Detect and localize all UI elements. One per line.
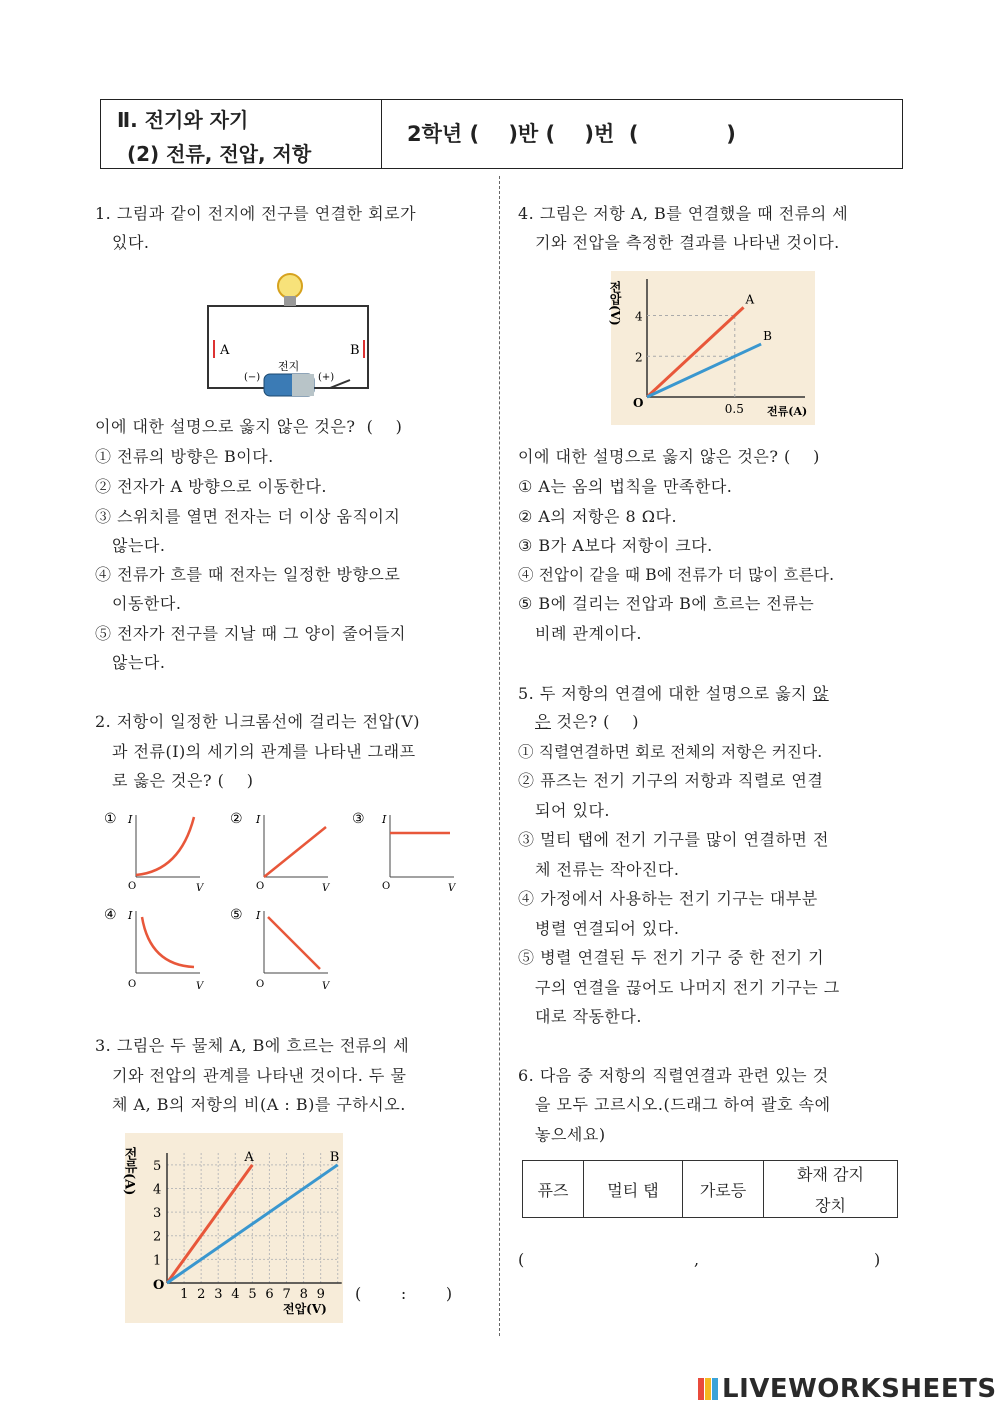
- unit-title: Ⅱ. 전기와 자기: [117, 108, 249, 132]
- svg-text:I: I: [256, 813, 261, 826]
- q2-stem: 2. 저항이 일정한 니크롬선에 걸리는 전압(V): [95, 712, 421, 731]
- q3-answer-blank[interactable]: ( : ): [355, 1284, 453, 1303]
- q4-xlabel: 전류(A): [767, 405, 808, 418]
- svg-text:O: O: [128, 881, 137, 892]
- svg-text:②: ②: [230, 811, 243, 827]
- svg-text:④: ④: [104, 907, 117, 923]
- q4-option: ① A는 옴의 법칙을 만족한다.: [518, 477, 733, 496]
- q3-stem-cont: 기와 전압의 관계를 나타낸 것이다. 두 물: [112, 1066, 407, 1085]
- q3-x-tick: 8: [299, 1287, 308, 1302]
- q3-x-tick: 5: [248, 1287, 257, 1302]
- q3-xlabel: 전압(V): [283, 1302, 327, 1316]
- q4-y-tick: 4: [635, 309, 643, 324]
- q3-stem: 3. 그림은 두 물체 A, B에 흐르는 전류의 세: [95, 1036, 410, 1055]
- q3-stem-cont: 체 A, B의 저항의 비(A : B)를 구하시오.: [112, 1095, 406, 1114]
- q6-stem: 6. 다음 중 저항의 직렬연결과 관련 있는 것: [518, 1066, 829, 1085]
- q2-graph-3[interactable]: [352, 811, 457, 894]
- q4-ylabel: 전압(V): [608, 281, 622, 326]
- svg-text:③: ③: [352, 811, 365, 827]
- choice-streetlight[interactable]: 가로등: [683, 1161, 764, 1218]
- svg-text:O: O: [128, 979, 137, 990]
- q1-option: ⑤ 전자가 전구를 지날 때 그 양이 줄어들지: [95, 624, 406, 643]
- q3-ylabel: 전류(A): [121, 1147, 137, 1196]
- q1-stem: 1. 그림과 같이 전지에 전구를 연결한 회로가: [95, 204, 417, 223]
- header-unit-box: [101, 100, 382, 168]
- svg-text:O: O: [256, 979, 265, 990]
- q1-stem-cont: 있다.: [112, 233, 150, 252]
- q1-question: 이에 대한 설명으로 옳지 않은 것은? ( ): [95, 417, 403, 436]
- q4-option: ② A의 저항은 8 Ω다.: [518, 507, 678, 526]
- q5-option-cont: 체 전류는 작아진다.: [535, 860, 680, 879]
- liveworksheets-logo-icon: [698, 1378, 718, 1400]
- q3-x-tick: 2: [197, 1287, 206, 1302]
- svg-text:V: V: [322, 981, 330, 992]
- q5-option: ⑤ 병렬 연결된 두 전기 기구 중 한 전기 기: [518, 948, 825, 967]
- q3-y-tick: 3: [153, 1206, 162, 1222]
- q4-x-tick: 0.5: [724, 402, 744, 416]
- svg-text:O: O: [382, 881, 391, 892]
- column-divider: [499, 176, 500, 1336]
- q4-option-cont: 비례 관계이다.: [535, 624, 642, 643]
- q4-option: ④ 전압이 같을 때 B에 전류가 더 많이 흐른다.: [518, 566, 835, 584]
- q5-stem: 5. 두 저항의 연결에 대한 설명으로 옳지 않: [518, 684, 829, 703]
- q3-x-tick: 6: [265, 1287, 274, 1302]
- q5-option: ③ 멀티 탭에 전기 기구를 많이 연결하면 전: [518, 830, 829, 849]
- q3-series-label: A: [244, 1149, 254, 1165]
- battery-label: 전지: [278, 360, 300, 373]
- subunit-title: (2) 전류, 전압, 저항: [127, 142, 312, 166]
- liveworksheets-logo: LIVEWORKSHEETS: [722, 1374, 997, 1404]
- q3-y-tick: 1: [153, 1253, 162, 1269]
- q4-chart: [608, 271, 815, 425]
- q1-option: ④ 전류가 흐를 때 전자는 일정한 방향으로: [95, 565, 401, 584]
- q3-y-tick: 2: [153, 1229, 162, 1245]
- q5-option-cont: 구의 연결을 끊어도 나머지 전기 기구는 그: [535, 978, 840, 997]
- q4-series-label: A: [745, 292, 755, 307]
- label-b: B: [350, 343, 360, 358]
- bulb-base: [284, 296, 296, 306]
- q3-x-tick: 7: [282, 1287, 291, 1302]
- minus-label: (−): [244, 372, 261, 383]
- q6-answer-close[interactable]: ): [874, 1250, 881, 1269]
- svg-text:V: V: [196, 883, 204, 894]
- q2-graph-4[interactable]: [104, 907, 205, 992]
- worksheet-header: [100, 99, 903, 169]
- svg-text:I: I: [128, 813, 133, 826]
- q3-origin: O: [153, 1278, 165, 1293]
- label-a: A: [220, 343, 230, 358]
- q4-origin: O: [633, 396, 644, 410]
- q5-option-cont: 되어 있다.: [535, 801, 610, 820]
- q2-graph-1[interactable]: [104, 811, 205, 894]
- choice-multitap[interactable]: 멀티 탭: [584, 1161, 683, 1218]
- q4-series-label: B: [763, 329, 772, 344]
- q1-option: ② 전자가 A 방향으로 이동한다.: [95, 477, 328, 496]
- q2-graph-options[interactable]: [100, 805, 480, 995]
- q3-y-tick: 4: [153, 1182, 162, 1198]
- q1-option: ③ 스위치를 열면 전자는 더 이상 움직이지: [95, 507, 401, 526]
- q1-option-cont: 않는다.: [112, 536, 166, 555]
- q1-option-cont: 않는다.: [112, 653, 166, 672]
- svg-text:V: V: [196, 981, 204, 992]
- q3-x-tick: 4: [231, 1287, 240, 1302]
- q6-stem-cont: 을 모두 고르시오.(드래그 하여 괄호 속에: [535, 1095, 831, 1114]
- q6-stem-cont: 놓으세요): [535, 1125, 606, 1144]
- q6-answer-comma[interactable]: ,: [694, 1250, 700, 1269]
- q3-chart: [121, 1133, 343, 1323]
- bulb-icon: [278, 274, 302, 298]
- q4-stem-cont: 기와 전압을 측정한 결과를 나타낸 것이다.: [535, 233, 840, 252]
- q5-option: ② 퓨즈는 전기 기구의 저항과 직렬로 연결: [518, 771, 824, 790]
- q1-option: ① 전류의 방향은 B이다.: [95, 447, 274, 466]
- q1-option-cont: 이동한다.: [112, 594, 182, 613]
- q2-stem-cont: 로 옳은 것은? ( ): [112, 771, 254, 790]
- q5-option-cont: 대로 작동한다.: [535, 1007, 642, 1026]
- svg-text:I: I: [382, 813, 387, 826]
- q4-stem: 4. 그림은 저항 A, B를 연결했을 때 전류의 세: [518, 204, 849, 223]
- q2-stem-cont: 과 전류(I)의 세기의 관계를 나타낸 그래프: [112, 742, 416, 761]
- svg-text:O: O: [256, 881, 265, 892]
- q4-y-tick: 2: [635, 350, 643, 365]
- svg-text:V: V: [322, 883, 330, 894]
- q6-choice-table: [522, 1160, 898, 1218]
- q3-x-tick: 1: [180, 1287, 189, 1302]
- svg-text:I: I: [128, 909, 133, 922]
- battery-cap: [292, 374, 314, 396]
- svg-text:⑤: ⑤: [230, 907, 243, 923]
- q3-series-label: B: [329, 1149, 340, 1165]
- svg-text:V: V: [448, 883, 456, 894]
- q4-option: ⑤ B에 걸리는 전압과 B에 흐르는 전류는: [518, 594, 815, 613]
- q5-stem-cont: 은 것은? ( ): [535, 712, 639, 731]
- student-info: 2학년 ( )반 ( )번 ( ): [407, 122, 736, 146]
- choice-fuse[interactable]: 퓨즈: [523, 1161, 584, 1218]
- q3-x-tick: 9: [316, 1287, 325, 1302]
- q3-y-tick: 5: [153, 1158, 162, 1174]
- q4-question: 이에 대한 설명으로 옳지 않은 것은? ( ): [518, 447, 820, 466]
- q5-option-cont: 병렬 연결되어 있다.: [535, 919, 680, 938]
- q3-x-tick: 3: [214, 1287, 223, 1302]
- q5-option: ④ 가정에서 사용하는 전기 기구는 대부분: [518, 889, 818, 908]
- svg-text:①: ①: [104, 811, 117, 827]
- q5-option: ① 직렬연결하면 회로 전체의 저항은 커진다.: [518, 743, 823, 761]
- q6-answer-open[interactable]: (: [518, 1250, 525, 1269]
- svg-text:I: I: [256, 909, 261, 922]
- choice-fire-detector[interactable]: 화재 감지 장치: [764, 1161, 898, 1218]
- q4-option: ③ B가 A보다 저항이 크다.: [518, 536, 713, 555]
- q2-graph-5[interactable]: [230, 907, 331, 992]
- plus-label: (+): [318, 372, 335, 383]
- q1-circuit-figure: [200, 268, 380, 398]
- q2-graph-2[interactable]: [230, 811, 331, 894]
